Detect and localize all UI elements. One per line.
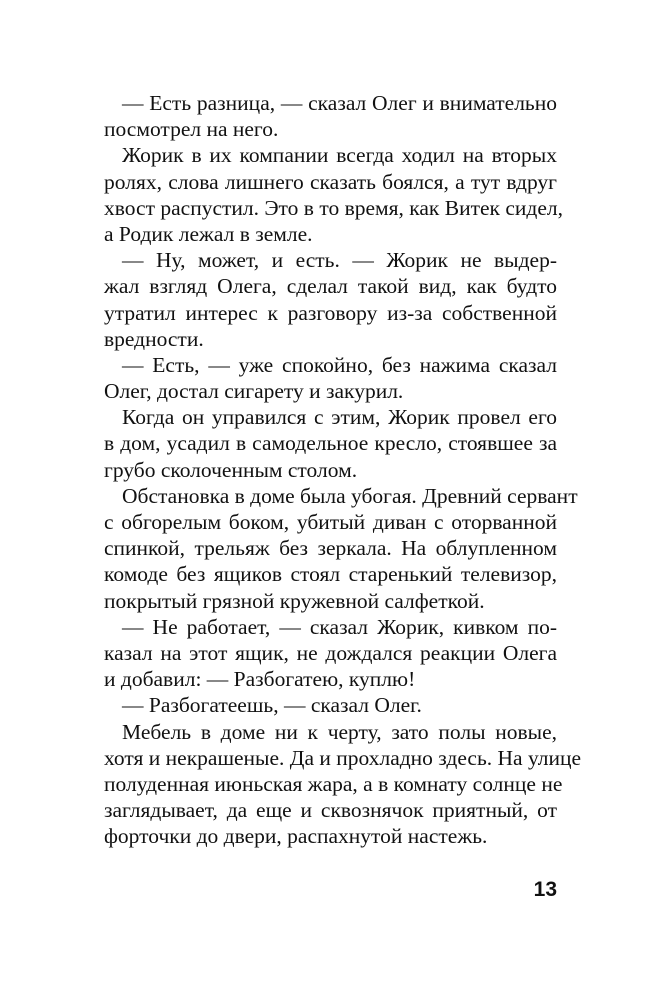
text-line: — Не работает, — сказал Жорик, кивком по-: [122, 614, 557, 639]
text-line: Мебель в доме ни к черту, зато полы новые,: [122, 719, 557, 744]
text-line: — Есть, — уже спокойно, без нажима сказал: [122, 352, 557, 377]
text-line: форточки до двери, распахнутой настежь.: [104, 824, 488, 849]
paragraph: [104, 142, 563, 247]
paragraph: [104, 90, 557, 142]
paragraph: [104, 719, 582, 850]
paragraph: [104, 614, 557, 693]
text-line: грубо сколоченным столом.: [104, 457, 358, 482]
text-line: а Родик лежал в земле.: [104, 221, 313, 246]
text-line: с обгорелым боком, убитый диван с оторванной: [104, 510, 557, 534]
text-line: полуденная июньская жара, а в комнату солнце не: [104, 771, 563, 796]
text-line: заглядывает, да еще и сквознячок приятный, от: [104, 798, 557, 823]
text-line: в дом, усадил в самодельное кресло, стоявшее за: [104, 431, 557, 456]
paragraph: [104, 247, 557, 352]
text-line: вредности.: [104, 326, 204, 351]
text-line: утратил интерес к разговору из-за собственной: [104, 300, 557, 325]
page-number: 13: [533, 878, 557, 901]
text-line: ролях, слова лишнего сказать боялся, а тут вдруг: [104, 169, 557, 194]
text-line: хотя и некрашеные. Да и прохладно здесь. На улице: [104, 745, 582, 770]
paragraph: [104, 483, 578, 614]
text-line: посмотрел на него.: [104, 117, 279, 142]
text-line: казал на этот ящик, не дождался реакции Олега: [104, 640, 557, 665]
text-line: Когда он управился с этим, Жорик провел его: [122, 405, 557, 430]
text-line: и добавил: — Разбогатею, куплю!: [104, 667, 416, 692]
paragraph: [104, 404, 557, 483]
page-text: [104, 90, 582, 849]
text-line: Обстановка в доме была убогая. Древний сервант: [122, 483, 578, 508]
paragraph: [104, 692, 557, 718]
text-line: Жорик в их компании всегда ходил на вторых: [122, 143, 557, 168]
text-line: — Есть разница, — сказал Олег и внимательно: [122, 91, 557, 115]
text-line: хвост распустил. Это в то время, как Витек сидел,: [104, 195, 563, 220]
text-line: комоде без ящиков стоял старенький телевизор,: [104, 562, 557, 587]
paragraph: [104, 352, 557, 404]
text-line: — Ну, может, и есть. — Жорик не выдер-: [122, 248, 557, 273]
text-line: жал взгляд Олега, сделал такой вид, как будто: [104, 274, 557, 299]
text-line: спинкой, трельяж без зеркала. На облупленном: [104, 536, 557, 561]
text-line: — Разбогатеешь, — сказал Олег.: [122, 693, 422, 718]
text-line: Олег, достал сигарету и закурил.: [104, 379, 404, 404]
text-line: покрытый грязной кружевной салфеткой.: [104, 588, 485, 613]
